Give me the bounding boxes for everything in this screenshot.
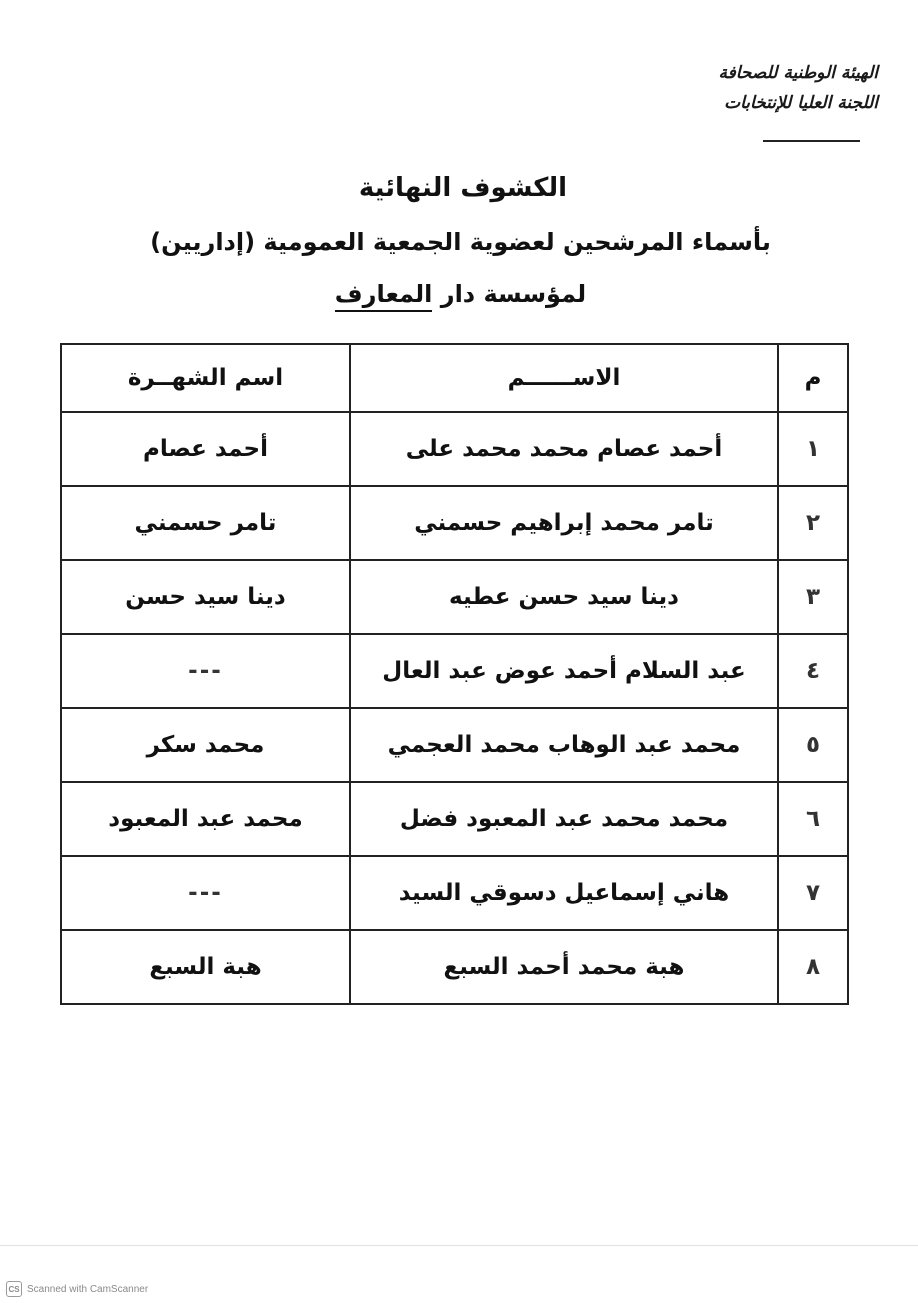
- table-row: [61, 412, 848, 486]
- document-titles: [0, 168, 918, 314]
- issuer-line-1: الهيئة الوطنية للصحافة: [718, 63, 878, 83]
- scan-edge-line: [0, 1245, 918, 1246]
- header-name: الاســــــم: [350, 344, 778, 412]
- table-header-row: [61, 344, 848, 412]
- row-name: دينا سيد حسن عطيه: [350, 560, 778, 634]
- row-name: هبة محمد أحمد السبع: [350, 930, 778, 1004]
- row-name: هاني إسماعيل دسوقي السيد: [350, 856, 778, 930]
- table-row: [61, 560, 848, 634]
- row-number: ٤: [778, 634, 848, 708]
- row-nickname: ---: [61, 634, 350, 708]
- row-nickname: محمد عبد المعبود: [61, 782, 350, 856]
- candidates-table: [60, 343, 849, 1005]
- row-name: تامر محمد إبراهيم حسمني: [350, 486, 778, 560]
- row-number: ٦: [778, 782, 848, 856]
- row-number: ٥: [778, 708, 848, 782]
- row-nickname: ---: [61, 856, 350, 930]
- document-subtitle: بأسماء المرشحين لعضوية الجمعية العمومية (إداريين): [150, 228, 771, 256]
- organization-name: المعارف: [335, 280, 433, 312]
- row-number: ٣: [778, 560, 848, 634]
- organization-line: [3, 274, 918, 314]
- row-name: محمد عبد الوهاب محمد العجمي: [350, 708, 778, 782]
- row-number: ٢: [778, 486, 848, 560]
- table-row: [61, 634, 848, 708]
- watermark-text: Scanned with CamScanner: [27, 1283, 149, 1295]
- row-name: عبد السلام أحمد عوض عبد العال: [350, 634, 778, 708]
- table-row: [61, 782, 848, 856]
- row-number: ٨: [778, 930, 848, 1004]
- row-name: محمد محمد عبد المعبود فضل: [350, 782, 778, 856]
- table-row: [61, 486, 848, 560]
- issuer-header: [658, 58, 878, 118]
- table-row: [61, 708, 848, 782]
- row-nickname: دينا سيد حسن: [61, 560, 350, 634]
- row-nickname: محمد سكر: [61, 708, 350, 782]
- scanner-watermark: [6, 1281, 148, 1297]
- row-nickname: تامر حسمني: [61, 486, 350, 560]
- row-nickname: أحمد عصام: [61, 412, 350, 486]
- header-number: م: [778, 344, 848, 412]
- table-row: [61, 930, 848, 1004]
- row-nickname: هبة السبع: [61, 930, 350, 1004]
- header-underline: [763, 140, 860, 142]
- table-row: [61, 856, 848, 930]
- organization-prefix: لمؤسسة دار: [432, 280, 587, 308]
- header-nickname: اسم الشهــرة: [61, 344, 350, 412]
- issuer-line-2: اللجنة العليا للإنتخابات: [724, 93, 878, 113]
- row-number: ٧: [778, 856, 848, 930]
- row-number: ١: [778, 412, 848, 486]
- camscanner-logo-icon: CS: [6, 1281, 22, 1297]
- document-title: الكشوف النهائية: [358, 173, 568, 203]
- row-name: أحمد عصام محمد محمد على: [350, 412, 778, 486]
